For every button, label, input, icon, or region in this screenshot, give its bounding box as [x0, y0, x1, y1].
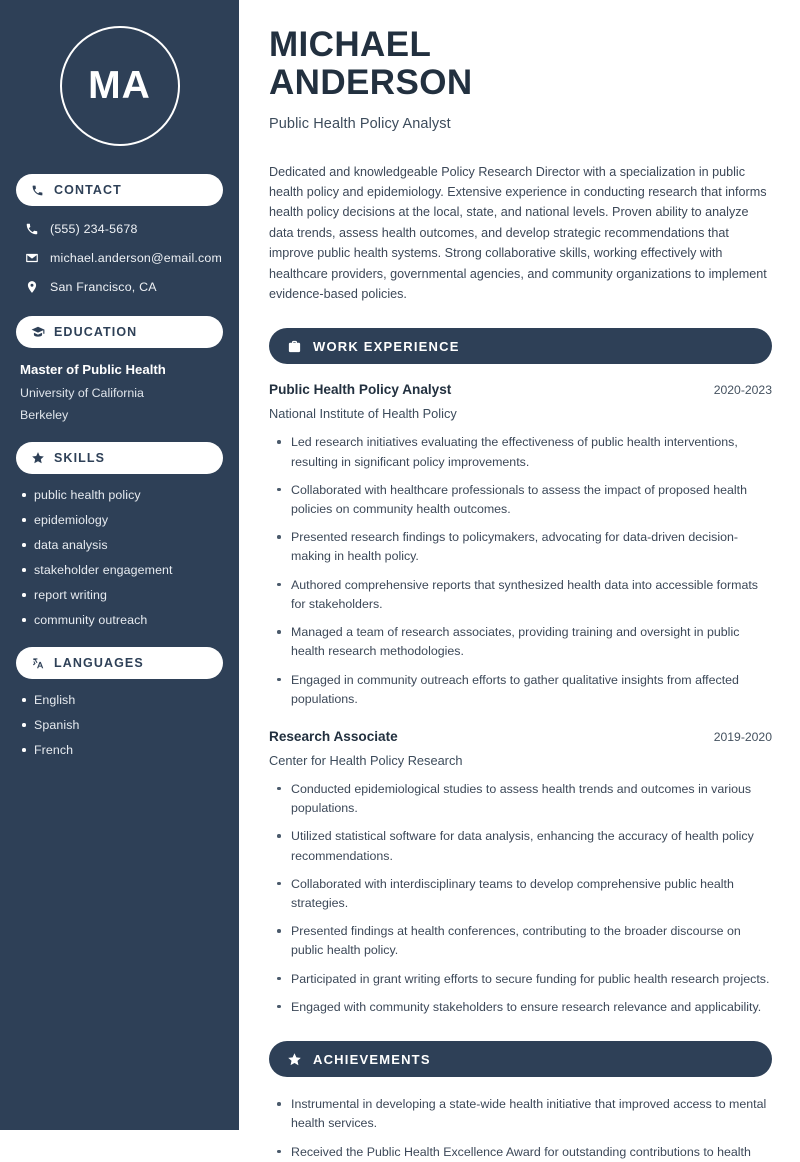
briefcase-icon — [287, 339, 302, 354]
list-item: Engaged in community outreach efforts to gather qualitative insights from affected populations. — [275, 671, 772, 709]
last-name: ANDERSON — [269, 62, 473, 102]
list-item: Conducted epidemiological studies to assess health trends and outcomes in various populations. — [275, 780, 772, 818]
education-section-label: EDUCATION — [54, 325, 138, 339]
job-dates: 2019-2020 — [713, 729, 772, 744]
list-item: Received the Public Health Excellence Award for outstanding contributions to health — [275, 1143, 772, 1162]
list-item: Managed a team of research associates, providing training and oversight in public health research methodologies. — [275, 623, 772, 661]
languages-list — [16, 693, 223, 757]
list-item: Presented research findings to policymakers, advocating for data-driven decision-making in health policy. — [275, 528, 772, 566]
list-item: community outreach — [20, 613, 219, 627]
star-icon — [287, 1052, 302, 1067]
list-item: Engaged with community stakeholders to ensure research relevance and applicability. — [275, 998, 772, 1017]
sidebar — [0, 0, 239, 1130]
phone-icon — [30, 184, 45, 197]
list-item: Presented findings at health conferences, contributing to the broader discourse on public health policy. — [275, 922, 772, 960]
education-school: University of California — [20, 386, 144, 400]
job-title: Public Health Policy Analyst — [269, 115, 451, 132]
avatar — [16, 26, 223, 146]
list-item: English — [20, 693, 219, 707]
translate-icon — [30, 656, 45, 670]
list-item: French — [20, 743, 219, 757]
contact-email — [16, 249, 223, 267]
achievements-list — [269, 1095, 772, 1162]
job-entry — [269, 729, 772, 1017]
list-item: Led research initiatives evaluating the effectiveness of public health interventions, resulting in significant policy improvements. — [275, 433, 772, 471]
job-dates: 2020-2023 — [713, 383, 772, 398]
achievements-section-label: ACHIEVEMENTS — [313, 1051, 431, 1067]
skills-list — [16, 488, 223, 627]
contact-list — [16, 220, 223, 296]
job-role: Research Associate — [269, 728, 398, 744]
avatar-initials: MA — [60, 26, 180, 146]
list-item: Utilized statistical software for data analysis, enhancing the accuracy of health policy recommendations. — [275, 827, 772, 865]
job-bullet-list — [269, 433, 772, 709]
job-organization: Center for Health Policy Research — [269, 752, 463, 768]
job-entry — [269, 382, 772, 709]
work-experience-section-label: WORK EXPERIENCE — [313, 338, 460, 354]
job-role: Public Health Policy Analyst — [269, 382, 452, 398]
skills-section-label: SKILLS — [54, 451, 106, 465]
contact-section-label: CONTACT — [54, 183, 122, 197]
list-item: stakeholder engagement — [20, 563, 219, 577]
list-item: data analysis — [20, 538, 219, 552]
list-item: Participated in grant writing efforts to secure funding for public health research projects. — [275, 970, 772, 989]
languages-section-label: LANGUAGES — [54, 656, 144, 670]
list-item: Authored comprehensive reports that synthesized health data into accessible formats for stakeholders. — [275, 576, 772, 614]
job-organization: National Institute of Health Policy — [269, 406, 457, 422]
main-content — [239, 0, 800, 1159]
contact-location-text: San Francisco, CA — [50, 280, 157, 294]
education-section-header — [16, 316, 223, 348]
education-location: Berkeley — [20, 408, 69, 422]
first-name: MICHAEL — [269, 25, 432, 64]
contact-phone — [16, 220, 223, 238]
location-pin-icon — [24, 280, 39, 294]
job-header — [269, 729, 772, 744]
education-degree: Master of Public Health — [20, 362, 166, 377]
contact-section-header — [16, 174, 223, 206]
contact-location — [16, 278, 223, 296]
graduation-cap-icon — [30, 325, 45, 339]
list-item: Collaborated with healthcare professionals to assess the impact of proposed health policies on community health outcomes. — [275, 481, 772, 519]
languages-section-header — [16, 647, 223, 679]
contact-phone-text: (555) 234-5678 — [50, 222, 138, 236]
list-item: report writing — [20, 588, 219, 602]
list-item: epidemiology — [20, 513, 219, 527]
education-entry — [16, 362, 223, 422]
list-item: public health policy — [20, 488, 219, 502]
contact-email-text: michael.anderson@email.com — [50, 251, 223, 265]
list-item: Collaborated with interdisciplinary teams to develop comprehensive public health strategies. — [275, 875, 772, 913]
achievements-section-header — [269, 1041, 772, 1077]
job-bullet-list — [269, 780, 772, 1017]
list-item: Instrumental in developing a state-wide health initiative that improved access to mental health services. — [275, 1095, 772, 1133]
job-header — [269, 382, 772, 397]
page-title — [269, 26, 772, 102]
work-experience-section-header — [269, 328, 772, 364]
skills-section-header — [16, 442, 223, 474]
star-icon — [30, 451, 45, 465]
profile-summary: Dedicated and knowledgeable Policy Research Director with a specialization in public health policy and epidemiology. Extensive experience in conducting research that informs health policy decisions at the local, state, and national levels. Proven ability to analyze data trends, assess health outcomes, and develop strategic recommendations that improve public health systems. Strong collaborative skills, working effectively with healthcare providers, governmental agencies, and community organizations to implement evidence-based policies. — [269, 164, 767, 301]
phone-icon — [24, 222, 39, 236]
envelope-icon — [24, 251, 39, 265]
list-item: Spanish — [20, 718, 219, 732]
